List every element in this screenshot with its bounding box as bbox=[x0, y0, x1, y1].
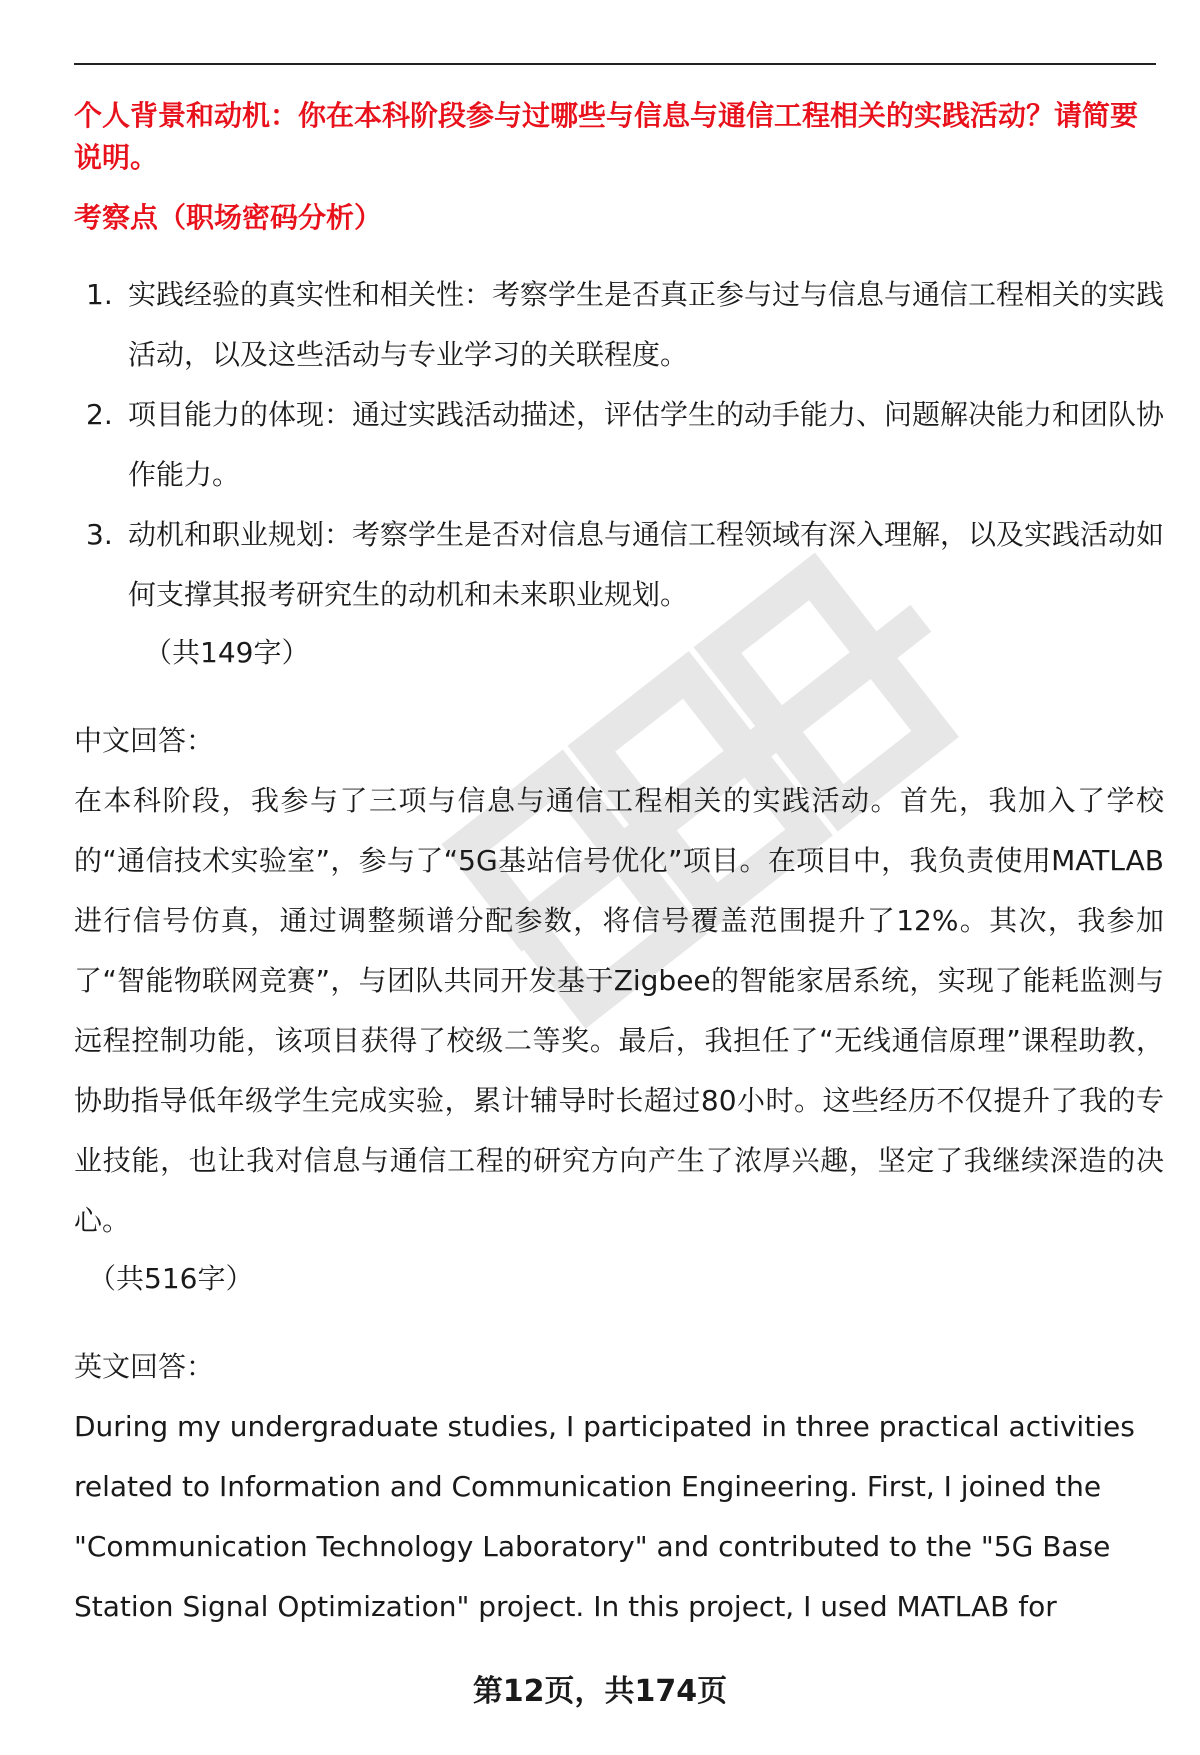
chinese-answer-text: 在本科阶段，我参与了三项与信息与通信工程相关的实践活动。首先，我加入了学校的“通信技术实验室”，参与了“5G基站信号优化”项目。在项目中，我负责使用MATLAB进行信号仿真，通过调整频谱分配参数，将信号覆盖范围提升了12%。其次，我参加了“智能物联网竞赛”，与团队共同开发基于Zigbee的智能家居系统，实现了能耗监测与远程控制功能，该项目获得了校级二等奖。最后，我担任了“无线通信原理”课程助教，协助指导低年级学生完成实验，累计辅导时长超过80小时。这些经历不仅提升了我的专业技能，也让我对信息与通信工程的研究方向产生了浓厚兴趣，坚定了我继续深造的决心。 bbox=[74, 784, 1164, 1237]
page-number-footer: 第12页，共174页 bbox=[472, 1674, 728, 1709]
point-number: 2. bbox=[86, 398, 113, 431]
question-title: 个人背景和动机：你在本科阶段参与过哪些与信息与通信工程相关的实践活动？请简要说明。 bbox=[74, 99, 1139, 174]
analysis-point bbox=[74, 385, 1164, 505]
header-rule bbox=[74, 63, 1156, 65]
analysis-point bbox=[74, 265, 1164, 385]
analysis-points-list bbox=[74, 265, 1164, 625]
english-answer-text: During my undergraduate studies, I participated in three practical activities related to Information and Communication Engineering. First, I joined the "Communication Technology Laboratory" and contributed to the "5G Base Station Signal Optimization" project. In this project, I used MATLAB for bbox=[74, 1410, 1135, 1623]
points-word-count: （共149字） bbox=[144, 636, 310, 669]
english-answer-label: 英文回答： bbox=[74, 1350, 215, 1383]
point-text: 动机和职业规划：考察学生是否对信息与通信工程领域有深入理解，以及实践活动如何支撑其报考研究生的动机和未来职业规划。 bbox=[128, 518, 1165, 611]
point-number: 1. bbox=[86, 278, 113, 311]
point-text: 实践经验的真实性和相关性：考察学生是否真正参与过与信息与通信工程相关的实践活动，以及这些活动与专业学习的关联程度。 bbox=[128, 278, 1165, 371]
analysis-heading: 考察点（职场密码分析） bbox=[74, 201, 383, 234]
content-area bbox=[74, 95, 1164, 1637]
chinese-answer-label: 中文回答： bbox=[74, 724, 215, 757]
point-text: 项目能力的体现：通过实践活动描述，评估学生的动手能力、问题解决能力和团队协作能力。 bbox=[128, 398, 1165, 491]
chinese-answer-word-count: （共516字） bbox=[88, 1262, 254, 1295]
analysis-point bbox=[74, 505, 1164, 625]
point-number: 3. bbox=[86, 518, 113, 551]
